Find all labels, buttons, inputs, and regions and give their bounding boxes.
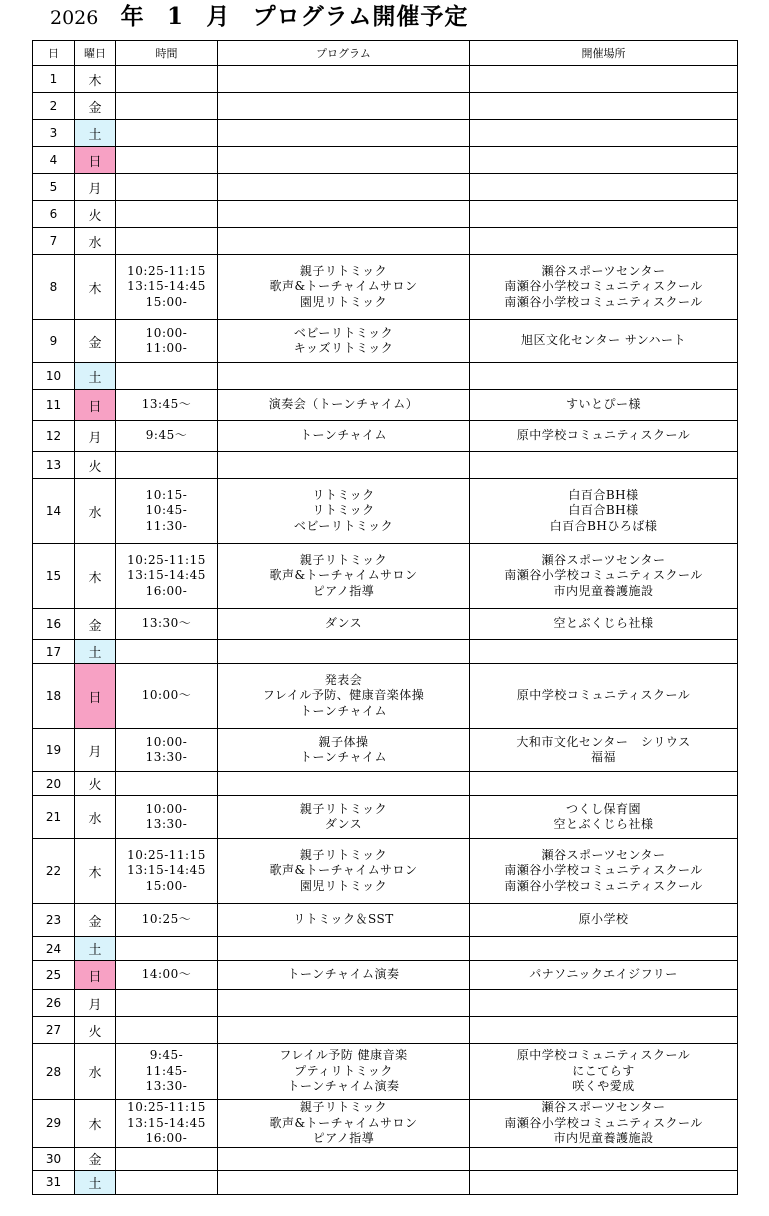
table-row	[33, 174, 738, 201]
venue-cell	[470, 174, 738, 201]
weekday-cell: 金	[75, 93, 116, 120]
venue-cell	[470, 1044, 738, 1100]
program-line: 発表会	[324, 672, 363, 687]
venue-line: 瀬谷スポーツセンター	[541, 263, 666, 278]
header-row	[33, 41, 738, 66]
program-line: ピアノ指導	[312, 1131, 375, 1145]
weekday-cell: 火	[75, 772, 116, 796]
table-row	[33, 937, 738, 961]
weekday-cell: 金	[75, 320, 116, 363]
weekday-cell: 水	[75, 228, 116, 255]
program-line: トーンチャイム	[300, 703, 387, 718]
venue-cell	[470, 452, 738, 479]
program-cell	[218, 772, 470, 796]
program-line: リトミック＆SST	[293, 912, 394, 927]
venue-line: 旭区文化センター サンハート	[521, 333, 686, 348]
time-cell	[116, 320, 218, 363]
table-row	[33, 1170, 738, 1194]
schedule-table	[32, 40, 738, 1195]
program-line: 歌声&トーチャイムサロン	[269, 1115, 418, 1130]
day-cell: 4	[33, 147, 75, 174]
table-row	[33, 544, 738, 609]
program-line: 演奏会（トーンチャイム）	[268, 397, 419, 412]
program-line: キッズリトミック	[293, 341, 394, 355]
table-row	[33, 255, 738, 320]
weekday-cell: 月	[75, 421, 116, 452]
venue-cell	[470, 1147, 738, 1170]
venue-cell	[470, 796, 738, 839]
venue-cell	[470, 66, 738, 93]
time-cell	[116, 904, 218, 937]
venue-cell	[470, 772, 738, 796]
time-line: 13:30～	[141, 616, 192, 631]
program-cell	[218, 1017, 470, 1044]
program-cell	[218, 609, 470, 640]
table-row	[33, 609, 738, 640]
title-year: 2026	[50, 7, 99, 29]
program-line: 園児リトミック	[299, 294, 388, 309]
program-cell	[218, 174, 470, 201]
time-cell	[116, 363, 218, 390]
program-cell	[218, 363, 470, 390]
weekday-cell: 日	[75, 390, 116, 421]
table-row	[33, 990, 738, 1017]
weekday-cell: 水	[75, 479, 116, 544]
day-cell: 5	[33, 174, 75, 201]
time-line: 14:00～	[141, 967, 192, 982]
table-row	[33, 1100, 738, 1148]
venue-line: 原中学校コミュニティスクール	[516, 1048, 691, 1063]
time-cell	[116, 729, 218, 772]
weekday-cell: 土	[75, 120, 116, 147]
time-line: 9:45～	[145, 428, 188, 443]
venue-line: 瀬谷スポーツセンター	[541, 847, 666, 862]
weekday-cell: 月	[75, 174, 116, 201]
page-title	[50, 2, 468, 36]
venue-line: 南瀬谷小学校コミュニティスクール	[504, 294, 703, 309]
program-cell	[218, 664, 470, 729]
weekday-cell: 月	[75, 729, 116, 772]
program-cell	[218, 544, 470, 609]
day-cell: 24	[33, 937, 75, 961]
venue-cell	[470, 320, 738, 363]
venue-line: すいとぴー様	[565, 397, 641, 412]
day-cell: 16	[33, 609, 75, 640]
weekday-cell: 火	[75, 452, 116, 479]
venue-line: 原中学校コミュニティスクール	[516, 688, 691, 703]
table-row	[33, 904, 738, 937]
day-cell: 22	[33, 839, 75, 904]
program-line: 親子リトミック	[299, 1100, 388, 1114]
program-line: 歌声&トーチャイムサロン	[269, 863, 418, 878]
program-cell	[218, 1170, 470, 1194]
program-line: 親子体操	[318, 734, 369, 749]
weekday-cell: 水	[75, 796, 116, 839]
weekday-cell: 日	[75, 147, 116, 174]
title-text: プログラム開催予定	[252, 3, 469, 30]
header-day: 日	[33, 41, 75, 66]
program-cell	[218, 228, 470, 255]
venue-cell	[470, 120, 738, 147]
table-row	[33, 796, 738, 839]
venue-cell	[470, 93, 738, 120]
program-cell	[218, 796, 470, 839]
table-row	[33, 147, 738, 174]
time-cell	[116, 961, 218, 990]
title-month-char: 月	[206, 3, 231, 30]
time-cell	[116, 1100, 218, 1148]
program-cell	[218, 729, 470, 772]
time-cell	[116, 390, 218, 421]
program-cell	[218, 1147, 470, 1170]
time-line: 13:15-14:45	[127, 863, 206, 878]
program-cell	[218, 421, 470, 452]
day-cell: 28	[33, 1044, 75, 1100]
day-cell: 31	[33, 1170, 75, 1194]
day-cell: 11	[33, 390, 75, 421]
table-row	[33, 228, 738, 255]
program-line: ベビーリトミック	[293, 325, 394, 340]
day-cell: 7	[33, 228, 75, 255]
weekday-cell: 金	[75, 609, 116, 640]
time-cell	[116, 147, 218, 174]
program-cell	[218, 839, 470, 904]
day-cell: 27	[33, 1017, 75, 1044]
venue-cell	[470, 201, 738, 228]
time-line: 13:30-	[145, 817, 188, 831]
program-line: 親子リトミック	[299, 847, 388, 862]
day-cell: 30	[33, 1147, 75, 1170]
time-line: 9:45-	[149, 1048, 184, 1063]
venue-line: 南瀬谷小学校コミュニティスクール	[504, 878, 703, 893]
venue-cell	[470, 1100, 738, 1148]
time-cell	[116, 1170, 218, 1194]
day-cell: 12	[33, 421, 75, 452]
table-row	[33, 729, 738, 772]
time-cell	[116, 452, 218, 479]
time-cell	[116, 664, 218, 729]
table-row	[33, 363, 738, 390]
venue-line: 白百合BH様	[568, 503, 639, 518]
program-cell	[218, 1044, 470, 1100]
time-line: 10:45-	[145, 503, 188, 518]
time-line: 10:25-11:15	[127, 552, 206, 567]
table-row	[33, 93, 738, 120]
weekday-cell: 土	[75, 363, 116, 390]
day-cell: 8	[33, 255, 75, 320]
time-cell	[116, 201, 218, 228]
weekday-cell: 土	[75, 1170, 116, 1194]
venue-line: にこてらす	[572, 1063, 635, 1078]
program-cell	[218, 479, 470, 544]
title-month: 1	[166, 3, 184, 30]
table-row	[33, 961, 738, 990]
venue-line: 白百合BHひろば様	[549, 518, 658, 533]
table-row	[33, 1017, 738, 1044]
schedule-body	[33, 66, 738, 1195]
program-line: プティリトミック	[294, 1063, 393, 1078]
venue-cell	[470, 961, 738, 990]
day-cell: 26	[33, 990, 75, 1017]
time-line: 10:25-11:15	[127, 1100, 206, 1114]
program-line: フレイル予防、健康音楽体操	[262, 688, 425, 703]
day-cell: 20	[33, 772, 75, 796]
time-line: 10:25-11:15	[127, 847, 206, 862]
venue-line: 空とぶくじら社様	[553, 616, 654, 631]
time-line: 13:45～	[141, 397, 192, 412]
program-cell	[218, 255, 470, 320]
venue-line: 空とぶくじら社様	[553, 817, 654, 831]
venue-cell	[470, 479, 738, 544]
time-cell	[116, 120, 218, 147]
venue-line: 咲くや愛成	[572, 1079, 635, 1094]
time-line: 10:25-11:15	[127, 263, 206, 278]
table-row	[33, 772, 738, 796]
program-line: トーンチャイム	[300, 750, 387, 764]
weekday-cell: 日	[75, 664, 116, 729]
venue-line: 瀬谷スポーツセンター	[541, 1100, 666, 1114]
table-row	[33, 201, 738, 228]
time-line: 13:15-14:45	[127, 1115, 206, 1130]
program-line: 歌声&トーチャイムサロン	[269, 279, 418, 294]
venue-cell	[470, 1170, 738, 1194]
program-line: ピアノ指導	[312, 583, 375, 598]
venue-line: 南瀬谷小学校コミュニティスクール	[504, 1115, 703, 1130]
time-line: 10:00-	[145, 325, 188, 340]
time-cell	[116, 1044, 218, 1100]
venue-line: 福福	[590, 750, 616, 764]
time-cell	[116, 544, 218, 609]
day-cell: 1	[33, 66, 75, 93]
weekday-cell: 火	[75, 1017, 116, 1044]
time-line: 11:45-	[145, 1063, 188, 1078]
program-cell	[218, 120, 470, 147]
venue-cell	[470, 990, 738, 1017]
time-line: 13:15-14:45	[127, 568, 206, 583]
program-cell	[218, 904, 470, 937]
table-row	[33, 1147, 738, 1170]
day-cell: 29	[33, 1100, 75, 1148]
time-cell	[116, 609, 218, 640]
program-line: フレイル予防 健康音楽	[279, 1048, 408, 1063]
weekday-cell: 木	[75, 66, 116, 93]
table-row	[33, 320, 738, 363]
venue-line: 南瀬谷小学校コミュニティスクール	[504, 863, 703, 878]
time-cell	[116, 1147, 218, 1170]
time-line: 11:30-	[145, 518, 188, 533]
day-cell: 13	[33, 452, 75, 479]
header-weekday: 曜日	[75, 41, 116, 66]
weekday-cell: 金	[75, 1147, 116, 1170]
time-line: 13:30-	[145, 1079, 188, 1094]
venue-cell	[470, 904, 738, 937]
weekday-cell: 木	[75, 1100, 116, 1148]
time-cell	[116, 937, 218, 961]
program-cell	[218, 93, 470, 120]
time-line: 10:00-	[145, 801, 188, 816]
time-line: 15:00-	[145, 294, 188, 309]
program-line: トーンチャイム演奏	[287, 1079, 400, 1094]
time-cell	[116, 839, 218, 904]
day-cell: 14	[33, 479, 75, 544]
day-cell: 19	[33, 729, 75, 772]
program-line: ダンス	[324, 817, 363, 831]
venue-cell	[470, 255, 738, 320]
program-cell	[218, 961, 470, 990]
time-cell	[116, 772, 218, 796]
program-line: トーンチャイム	[300, 428, 387, 443]
venue-cell	[470, 1017, 738, 1044]
time-line: 15:00-	[145, 878, 188, 893]
day-cell: 2	[33, 93, 75, 120]
venue-line: つくし保育園	[565, 801, 641, 816]
table-row	[33, 452, 738, 479]
program-line: 園児リトミック	[299, 878, 388, 893]
header-program: プログラム	[218, 41, 470, 66]
venue-line: 大和市文化センター シリウス	[516, 734, 691, 749]
table-row	[33, 421, 738, 452]
table-row	[33, 664, 738, 729]
day-cell: 23	[33, 904, 75, 937]
venue-line: パナソニックエイジフリー	[529, 967, 678, 982]
title-year-char: 年	[120, 3, 145, 30]
venue-cell	[470, 390, 738, 421]
program-line: 親子リトミック	[299, 801, 388, 816]
venue-line: 瀬谷スポーツセンター	[541, 552, 666, 567]
time-line: 10:00～	[141, 688, 192, 703]
time-cell	[116, 990, 218, 1017]
table-row	[33, 390, 738, 421]
day-cell: 3	[33, 120, 75, 147]
venue-line: 市内児童養護施設	[553, 583, 654, 598]
program-line: 歌声&トーチャイムサロン	[269, 568, 418, 583]
venue-line: 原小学校	[578, 912, 629, 927]
table-row	[33, 66, 738, 93]
venue-cell	[470, 609, 738, 640]
time-cell	[116, 421, 218, 452]
venue-line: 原中学校コミュニティスクール	[516, 428, 691, 443]
program-line: トーンチャイム演奏	[287, 967, 400, 982]
weekday-cell: 水	[75, 1044, 116, 1100]
time-line: 13:30-	[145, 750, 188, 764]
time-cell	[116, 640, 218, 664]
program-line: 親子リトミック	[299, 552, 388, 567]
venue-cell	[470, 363, 738, 390]
time-cell	[116, 174, 218, 201]
time-cell	[116, 479, 218, 544]
time-cell	[116, 1017, 218, 1044]
program-cell	[218, 66, 470, 93]
program-cell	[218, 1100, 470, 1148]
program-line: ダンス	[324, 616, 363, 631]
table-row	[33, 120, 738, 147]
weekday-cell: 木	[75, 544, 116, 609]
day-cell: 6	[33, 201, 75, 228]
venue-cell	[470, 664, 738, 729]
weekday-cell: 日	[75, 961, 116, 990]
time-cell	[116, 93, 218, 120]
header-time: 時間	[116, 41, 218, 66]
weekday-cell: 木	[75, 839, 116, 904]
day-cell: 18	[33, 664, 75, 729]
venue-cell	[470, 147, 738, 174]
time-cell	[116, 228, 218, 255]
venue-cell	[470, 640, 738, 664]
day-cell: 25	[33, 961, 75, 990]
program-cell	[218, 390, 470, 421]
venue-line: 南瀬谷小学校コミュニティスクール	[504, 279, 703, 294]
day-cell: 10	[33, 363, 75, 390]
time-line: 10:00-	[145, 734, 188, 749]
program-cell	[218, 452, 470, 479]
venue-cell	[470, 421, 738, 452]
table-row	[33, 839, 738, 904]
time-cell	[116, 796, 218, 839]
program-cell	[218, 990, 470, 1017]
venue-cell	[470, 839, 738, 904]
program-cell	[218, 640, 470, 664]
day-cell: 21	[33, 796, 75, 839]
program-line: リトミック	[312, 503, 375, 518]
venue-cell	[470, 544, 738, 609]
venue-cell	[470, 937, 738, 961]
program-cell	[218, 201, 470, 228]
program-line: リトミック	[312, 487, 375, 502]
program-cell	[218, 147, 470, 174]
time-line: 13:15-14:45	[127, 279, 206, 294]
venue-cell	[470, 228, 738, 255]
time-line: 16:00-	[145, 583, 188, 598]
time-line: 10:25～	[141, 912, 192, 927]
day-cell: 15	[33, 544, 75, 609]
weekday-cell: 火	[75, 201, 116, 228]
day-cell: 17	[33, 640, 75, 664]
header-venue: 開催場所	[470, 41, 738, 66]
weekday-cell: 金	[75, 904, 116, 937]
time-line: 16:00-	[145, 1131, 188, 1145]
program-line: 親子リトミック	[299, 263, 388, 278]
weekday-cell: 土	[75, 937, 116, 961]
time-line: 11:00-	[145, 341, 188, 355]
weekday-cell: 月	[75, 990, 116, 1017]
table-row	[33, 640, 738, 664]
program-cell	[218, 320, 470, 363]
weekday-cell: 土	[75, 640, 116, 664]
venue-cell	[470, 729, 738, 772]
program-cell	[218, 937, 470, 961]
table-row	[33, 479, 738, 544]
time-line: 10:15-	[145, 487, 188, 502]
program-line: ベビーリトミック	[293, 518, 394, 533]
weekday-cell: 木	[75, 255, 116, 320]
venue-line: 白百合BH様	[568, 487, 639, 502]
time-cell	[116, 66, 218, 93]
day-cell: 9	[33, 320, 75, 363]
venue-line: 南瀬谷小学校コミュニティスクール	[504, 568, 703, 583]
time-cell	[116, 255, 218, 320]
table-row	[33, 1044, 738, 1100]
venue-line: 市内児童養護施設	[553, 1131, 654, 1145]
